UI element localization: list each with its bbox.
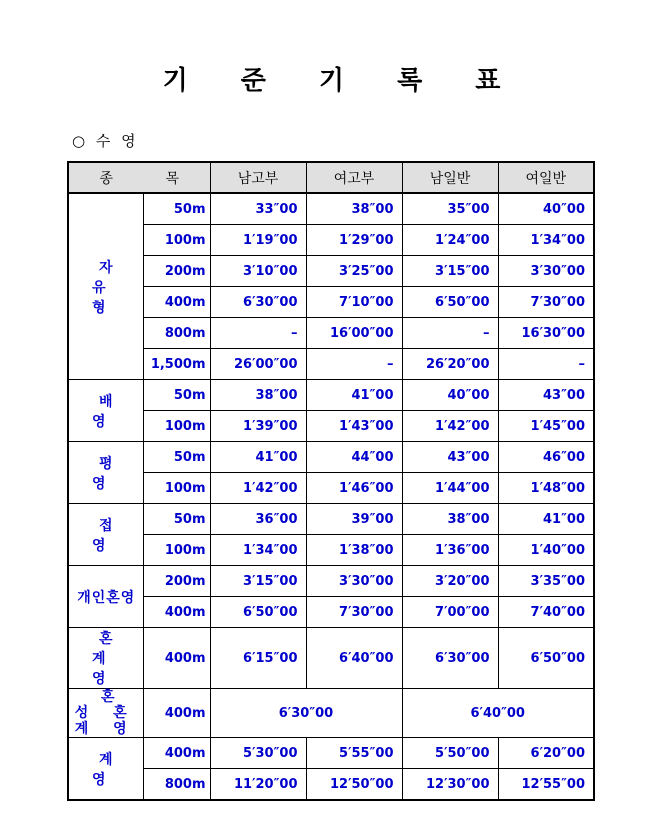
record-cell: 1′34″00 — [210, 535, 306, 566]
distance-cell: 50m — [143, 442, 210, 473]
table-row — [68, 225, 594, 256]
record-cell: 1′43″00 — [306, 411, 402, 442]
distance-cell: 800m — [143, 769, 210, 801]
event-category: 배 영 — [68, 380, 143, 442]
record-cell: 3′20″00 — [402, 566, 498, 597]
record-cell: 12′55″00 — [498, 769, 594, 801]
record-cell: 43″00 — [402, 442, 498, 473]
record-cell-merged: 6′30″00 — [210, 689, 402, 738]
table-row — [68, 504, 594, 535]
record-cell: – — [402, 318, 498, 349]
record-cell: 5′55″00 — [306, 738, 402, 769]
record-cell: 1′40″00 — [498, 535, 594, 566]
record-cell: 6′15″00 — [210, 628, 306, 689]
record-cell: 3′35″00 — [498, 566, 594, 597]
table-body — [68, 193, 594, 800]
event-category: 계 영 — [68, 738, 143, 801]
record-cell: 6′50″00 — [498, 628, 594, 689]
table-row — [68, 473, 594, 504]
table-row — [68, 597, 594, 628]
record-cell: – — [498, 349, 594, 380]
record-cell: 7′30″00 — [306, 597, 402, 628]
table-row — [68, 256, 594, 287]
record-cell: 46″00 — [498, 442, 594, 473]
record-cell: 38″00 — [402, 504, 498, 535]
record-cell: 1′19″00 — [210, 225, 306, 256]
record-cell: 3′15″00 — [402, 256, 498, 287]
distance-cell: 100m — [143, 535, 210, 566]
record-cell: 3′10″00 — [210, 256, 306, 287]
record-cell: 1′44″00 — [402, 473, 498, 504]
record-cell: 1′34″00 — [498, 225, 594, 256]
record-cell: 44″00 — [306, 442, 402, 473]
record-cell: 1′46″00 — [306, 473, 402, 504]
record-cell: 33″00 — [210, 193, 306, 225]
record-cell: 6′50″00 — [402, 287, 498, 318]
table-row — [68, 411, 594, 442]
distance-cell: 50m — [143, 380, 210, 411]
record-cell: 7′30″00 — [498, 287, 594, 318]
record-cell: 3′30″00 — [498, 256, 594, 287]
table-row — [68, 628, 594, 689]
record-cell: 1′24″00 — [402, 225, 498, 256]
record-cell: 26′20″00 — [402, 349, 498, 380]
distance-cell: 100m — [143, 411, 210, 442]
distance-cell: 50m — [143, 193, 210, 225]
record-cell: 36″00 — [210, 504, 306, 535]
record-cell: 41″00 — [306, 380, 402, 411]
record-cell: 11′20″00 — [210, 769, 306, 801]
record-cell: 26′00″00 — [210, 349, 306, 380]
record-cell: 41″00 — [210, 442, 306, 473]
record-cell: 6′30″00 — [210, 287, 306, 318]
distance-cell: 400m — [143, 628, 210, 689]
distance-cell: 400m — [143, 287, 210, 318]
record-cell: 16′30″00 — [498, 318, 594, 349]
record-cell: 41″00 — [498, 504, 594, 535]
table-row — [68, 738, 594, 769]
distance-cell: 400m — [143, 597, 210, 628]
record-cell: 1′29″00 — [306, 225, 402, 256]
event-category: 자 유 형 — [68, 193, 143, 380]
event-category: 혼 계 영 — [68, 628, 143, 689]
table-row — [68, 689, 594, 738]
record-cell: 6′30″00 — [402, 628, 498, 689]
record-cell: 16′00″00 — [306, 318, 402, 349]
record-cell: 43″00 — [498, 380, 594, 411]
event-category: 평 영 — [68, 442, 143, 504]
event-category: 개인혼영 — [68, 566, 143, 628]
header-men-general: 남일반 — [402, 162, 498, 193]
distance-cell: 200m — [143, 256, 210, 287]
section-subtitle: ○ 수 영 — [72, 132, 139, 150]
page-title: 기 준 기 록 표 — [162, 66, 523, 96]
record-cell: 35″00 — [402, 193, 498, 225]
record-cell: 7′40″00 — [498, 597, 594, 628]
record-cell: 1′39″00 — [210, 411, 306, 442]
header-women-general: 여일반 — [498, 162, 594, 193]
record-cell: – — [210, 318, 306, 349]
record-cell: 12′30″00 — [402, 769, 498, 801]
record-cell: 6′40″00 — [306, 628, 402, 689]
distance-cell: 100m — [143, 473, 210, 504]
record-cell: 1′42″00 — [402, 411, 498, 442]
distance-cell: 400m — [143, 689, 210, 738]
record-cell: – — [306, 349, 402, 380]
table-row — [68, 535, 594, 566]
record-cell: 5′30″00 — [210, 738, 306, 769]
record-cell: 7′10″00 — [306, 287, 402, 318]
table-row — [68, 287, 594, 318]
event-category: 혼 성 혼 계 영 — [68, 689, 143, 738]
record-cell: 3′15″00 — [210, 566, 306, 597]
table-row — [68, 349, 594, 380]
table-row — [68, 769, 594, 801]
record-cell-merged: 6′40″00 — [402, 689, 594, 738]
record-cell: 38″00 — [210, 380, 306, 411]
table-row — [68, 318, 594, 349]
record-cell: 1′36″00 — [402, 535, 498, 566]
record-cell: 6′20″00 — [498, 738, 594, 769]
distance-cell: 1,500m — [143, 349, 210, 380]
header-girls-high: 여고부 — [306, 162, 402, 193]
record-cell: 7′00″00 — [402, 597, 498, 628]
event-category: 접 영 — [68, 504, 143, 566]
record-cell: 38″00 — [306, 193, 402, 225]
table-row — [68, 193, 594, 225]
distance-cell: 400m — [143, 738, 210, 769]
record-cell: 3′30″00 — [306, 566, 402, 597]
header-boys-high: 남고부 — [210, 162, 306, 193]
record-cell: 1′45″00 — [498, 411, 594, 442]
record-cell: 40″00 — [402, 380, 498, 411]
record-cell: 1′38″00 — [306, 535, 402, 566]
table-row — [68, 566, 594, 597]
record-cell: 40″00 — [498, 193, 594, 225]
record-cell: 5′50″00 — [402, 738, 498, 769]
record-cell: 1′48″00 — [498, 473, 594, 504]
record-cell: 3′25″00 — [306, 256, 402, 287]
table-row — [68, 442, 594, 473]
distance-cell: 100m — [143, 225, 210, 256]
records-table — [67, 161, 595, 801]
record-cell: 39″00 — [306, 504, 402, 535]
record-cell: 6′50″00 — [210, 597, 306, 628]
header-event: 종 목 — [68, 162, 210, 193]
distance-cell: 200m — [143, 566, 210, 597]
distance-cell: 800m — [143, 318, 210, 349]
table-row — [68, 380, 594, 411]
record-cell: 12′50″00 — [306, 769, 402, 801]
record-cell: 1′42″00 — [210, 473, 306, 504]
table-header-row — [68, 162, 594, 193]
distance-cell: 50m — [143, 504, 210, 535]
